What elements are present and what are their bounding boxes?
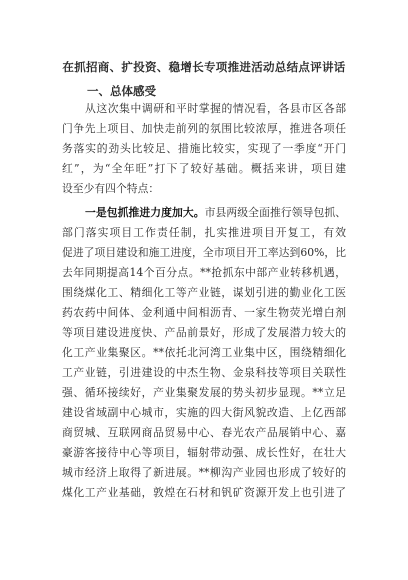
section-heading: 一、总体感受: [87, 84, 156, 98]
paragraph-line: 门争先上项目、加快走前列的氛围比较浓厚，推进各项任: [62, 122, 346, 135]
paragraph-line: [85, 205, 346, 220]
paragraph-line: 药农药中间体、金利通中间相沥青、一家生物荧光增白剂: [62, 306, 346, 319]
paragraph-text: 市县两级全面推行领导包抓、: [204, 206, 347, 219]
paragraph-line: 去年同期提高14个百分点。**抢抓东中部产业转移机遇，: [62, 266, 346, 279]
paragraph-line: 等项目建设进度快、产品前景好，形成了发展潜力较大的: [62, 326, 346, 339]
paragraph-line: 商贸城、互联网商品贸易中心、春光农产品展销中心、嘉: [62, 426, 346, 439]
paragraph-line: 部门落实项目工作责任制，扎实推进项目开复工，有效: [62, 226, 346, 239]
paragraph-line: 豪游客接待中心等项目，辐射带动强、成长性好，在壮大: [62, 446, 346, 459]
paragraph-line: 促进了项目建设和施工进度，全市项目开工率达到60%，比: [62, 246, 346, 259]
paragraph-line: 设至少有四个特点：: [62, 182, 160, 195]
paragraph-line: 围绕煤化工、精细化工等产业链，谋划引进的勤业化工医: [62, 286, 346, 299]
paragraph-line: 从这次集中调研和平时掌握的情况看，各县市区各部: [85, 102, 346, 115]
paragraph-line: 城市经济上取得了新进展。**柳沟产业园也形成了较好的: [62, 466, 346, 479]
paragraph-line: 务落实的劲头比较足、措施比较实，实现了一季度“开门: [62, 142, 346, 155]
document-title: 在抓招商、扩投资、稳增长专项推进活动总结点评讲话: [62, 60, 346, 74]
paragraph-line: 工产业链，引进建设的中杰生物、金泉科技等项目关联性: [62, 366, 346, 379]
paragraph-line: 煤化工产业基础，敦煌在石材和钒矿资源开发上也引进了: [62, 486, 346, 499]
paragraph-line: 强、循环接续好，产业集聚发展的势头初步显现。**立足: [62, 386, 346, 399]
paragraph-line: 建设省域副中心城市，实施的四大街风貌改造、上亿西部: [62, 406, 346, 419]
paragraph-line: 红”，为“全年旺”打下了较好基础。概括来讲，项目建: [62, 162, 346, 175]
paragraph-line: 化工产业集聚区。**依托北河湾工业集中区，围绕精细化: [62, 346, 346, 359]
bold-lead: 一是包抓推进力度加大。: [85, 206, 205, 219]
